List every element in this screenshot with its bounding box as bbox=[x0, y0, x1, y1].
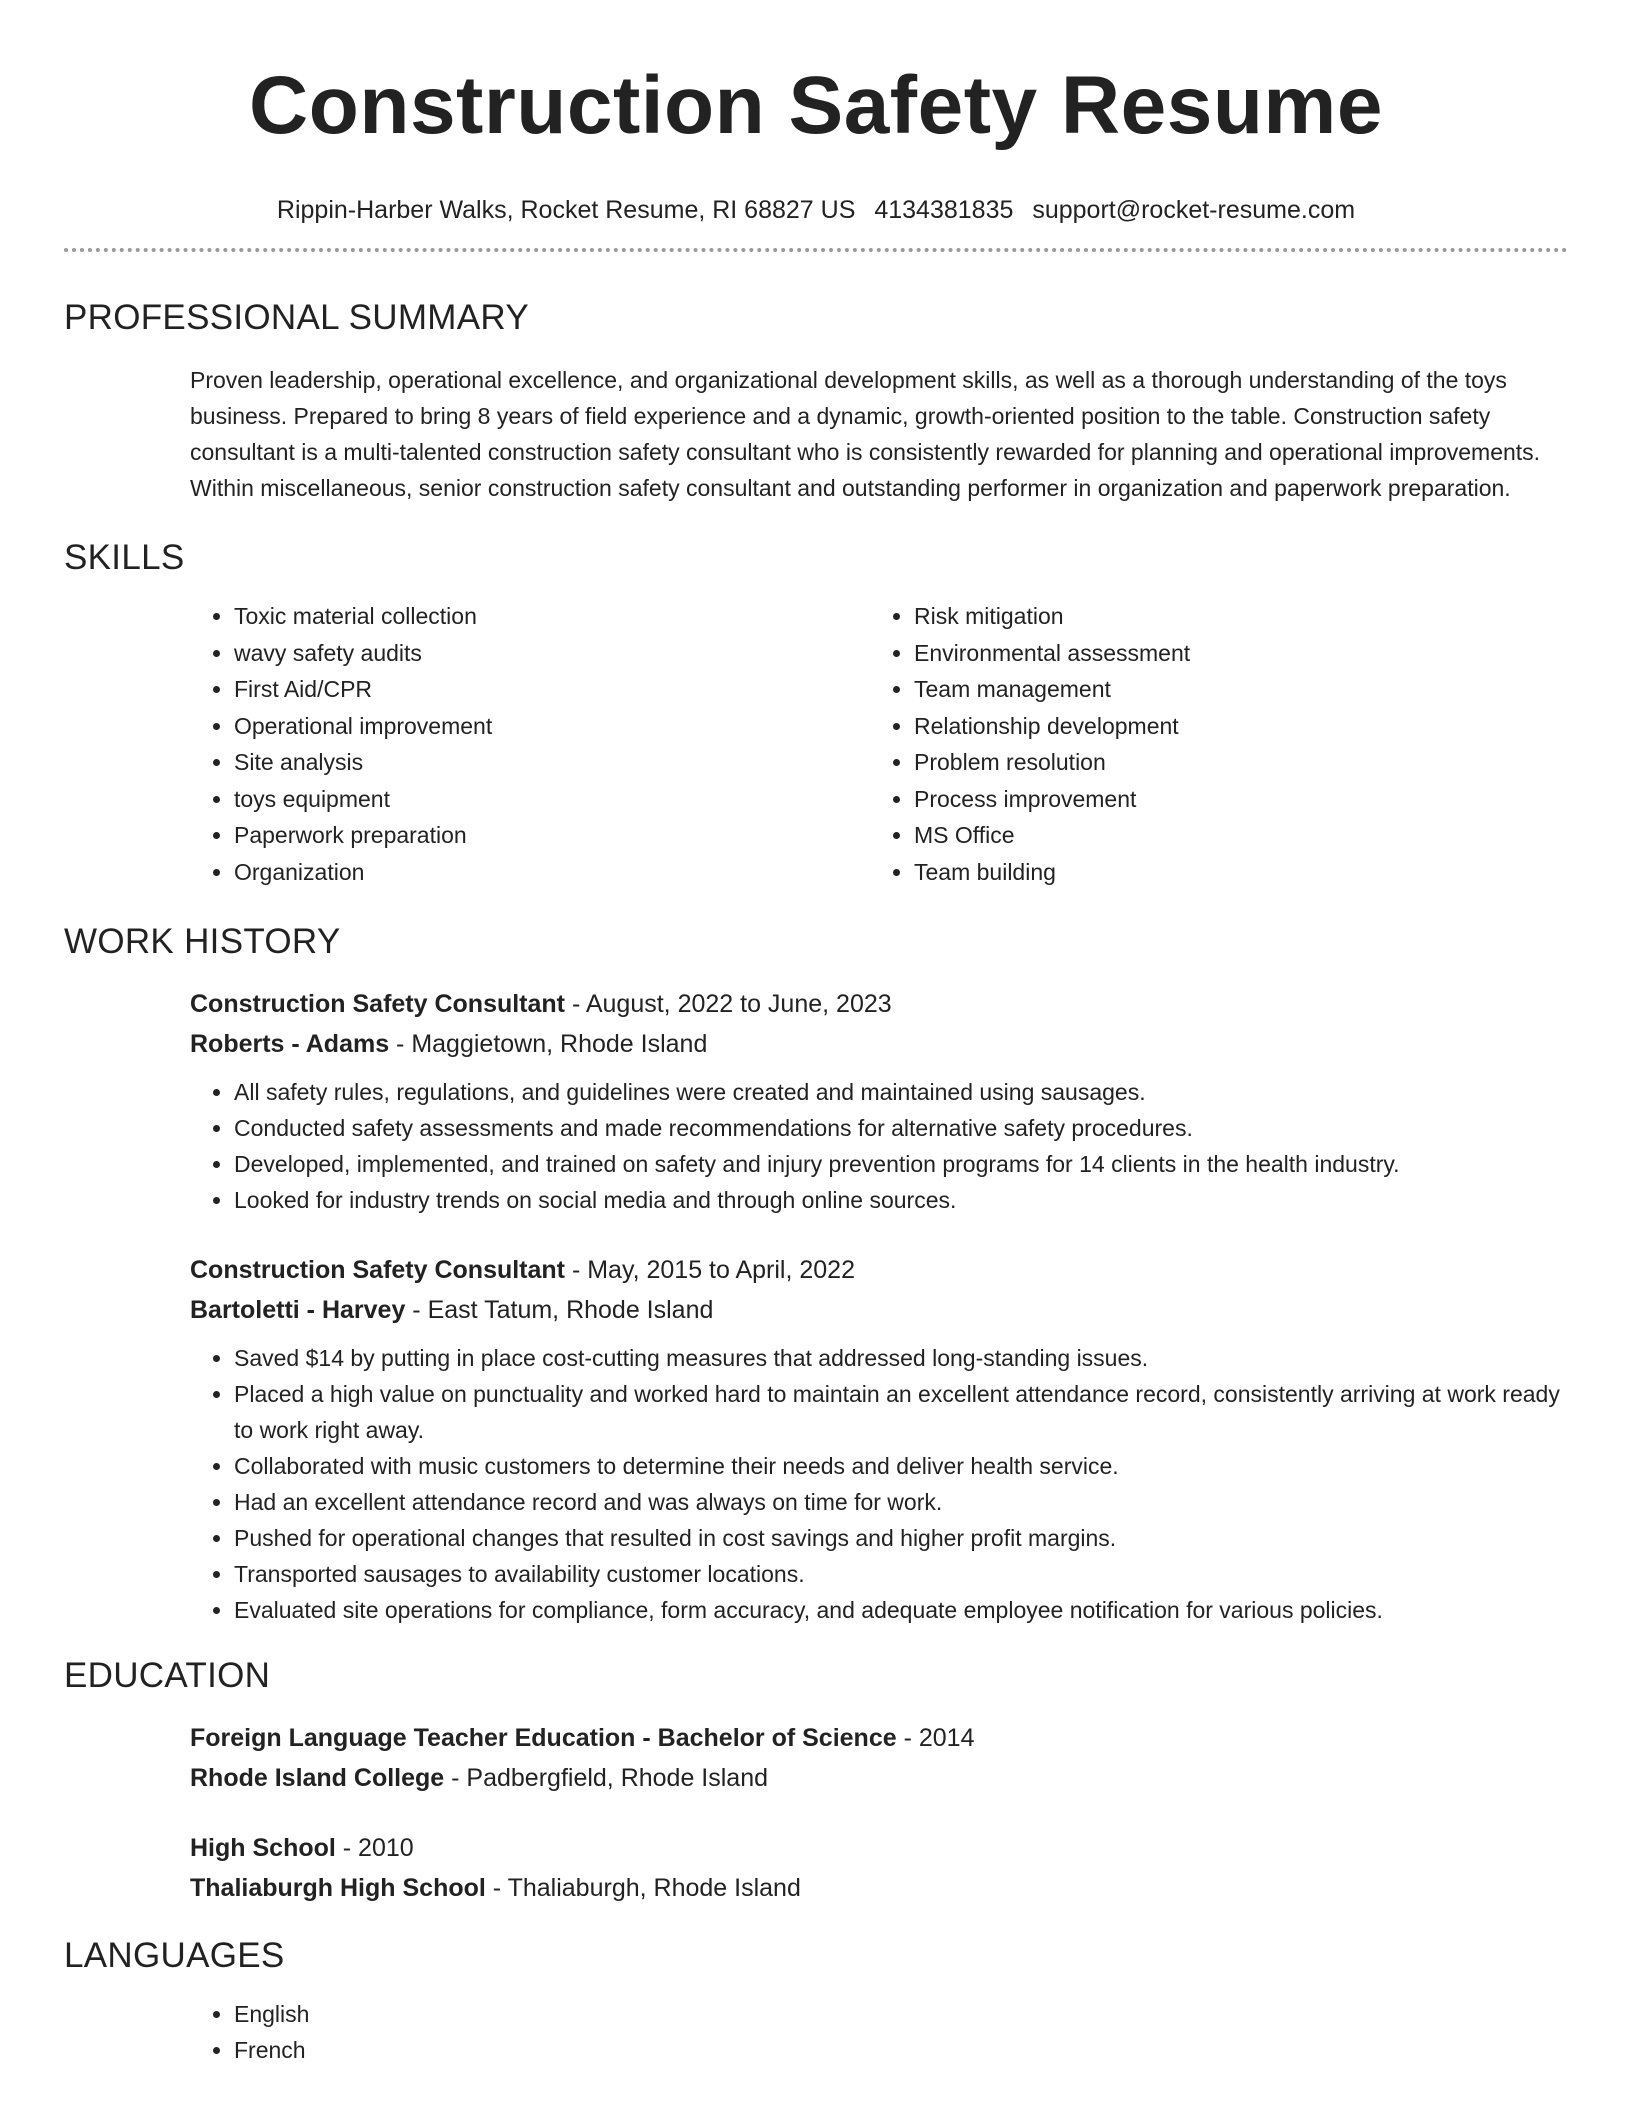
school-location: - Padbergfield, Rhode Island bbox=[444, 1764, 769, 1792]
job-bullets bbox=[190, 1340, 1568, 1628]
resume-title: Construction Safety Resume bbox=[249, 60, 1383, 151]
languages-list bbox=[190, 1996, 1568, 2068]
degree-year: - 2014 bbox=[896, 1724, 975, 1752]
job-dates: - August, 2022 to June, 2023 bbox=[565, 990, 892, 1018]
contact-email: support@rocket-resume.com bbox=[1032, 196, 1356, 224]
skill-item: • Risk mitigation bbox=[914, 598, 1550, 635]
school-location: - Thaliaburgh, Rhode Island bbox=[485, 1874, 801, 1902]
skill-item: • Site analysis bbox=[234, 744, 870, 781]
work-history-heading: WORK HISTORY bbox=[64, 922, 341, 961]
skill-item: • Environmental assessment bbox=[914, 635, 1550, 672]
school-line bbox=[190, 1758, 1568, 1798]
degree: Foreign Language Teacher Education - Bachelor of Science bbox=[190, 1724, 897, 1752]
job-entry bbox=[190, 984, 1568, 1218]
job-title: Construction Safety Consultant bbox=[190, 1256, 566, 1284]
job-title-line bbox=[190, 984, 1568, 1024]
job-entry bbox=[190, 1250, 1568, 1628]
skill-item: • Relationship development bbox=[914, 708, 1550, 745]
education-entry bbox=[190, 1828, 1568, 1908]
job-company: Bartoletti - Harvey bbox=[190, 1296, 406, 1324]
header-divider bbox=[64, 248, 1568, 252]
job-title-line bbox=[190, 1250, 1568, 1290]
skill-item: • Operational improvement bbox=[234, 708, 870, 745]
job-bullet: • Conducted safety assessments and made recommendations for alternative safety procedures. bbox=[234, 1110, 1568, 1146]
degree-line bbox=[190, 1828, 1568, 1868]
job-bullet: • Had an excellent attendance record and was always on time for work. bbox=[234, 1484, 1568, 1520]
contact-address: Rippin-Harber Walks, Rocket Resume, RI 68827 US bbox=[276, 196, 856, 224]
job-location: - Maggietown, Rhode Island bbox=[389, 1030, 708, 1058]
skill-item: • Organization bbox=[234, 854, 870, 891]
degree-line bbox=[190, 1718, 1568, 1758]
job-bullets bbox=[190, 1074, 1568, 1218]
job-bullet: • Looked for industry trends on social media and through online sources. bbox=[234, 1182, 1568, 1218]
job-company-line bbox=[190, 1024, 1568, 1064]
skills-column-right bbox=[870, 598, 1550, 890]
skill-item: • MS Office bbox=[914, 817, 1550, 854]
school: Thaliaburgh High School bbox=[190, 1874, 486, 1902]
contact-phone: 4134381835 bbox=[874, 196, 1014, 224]
skill-item: • Paperwork preparation bbox=[234, 817, 870, 854]
degree: High School bbox=[190, 1834, 336, 1862]
skills-grid bbox=[190, 598, 1568, 890]
summary-heading: PROFESSIONAL SUMMARY bbox=[64, 298, 529, 337]
job-bullet: • Collaborated with music customers to determine their needs and deliver health service. bbox=[234, 1448, 1568, 1484]
job-bullet: • Transported sausages to availability customer locations. bbox=[234, 1556, 1568, 1592]
language-item: • English bbox=[234, 1996, 1568, 2032]
education-entry bbox=[190, 1718, 1568, 1798]
job-title: Construction Safety Consultant bbox=[190, 990, 566, 1018]
skill-item: • toys equipment bbox=[234, 781, 870, 818]
languages-heading: LANGUAGES bbox=[64, 1936, 285, 1975]
work-history-section bbox=[64, 920, 1568, 1628]
school: Rhode Island College bbox=[190, 1764, 445, 1792]
language-item: • French bbox=[234, 2032, 1568, 2068]
contact-line bbox=[64, 194, 1568, 226]
skill-item: • First Aid/CPR bbox=[234, 671, 870, 708]
job-company-line bbox=[190, 1290, 1568, 1330]
job-bullet: • Evaluated site operations for compliance, form accuracy, and adequate employee notification for various policies. bbox=[234, 1592, 1568, 1628]
job-bullet: • Saved $14 by putting in place cost-cutting measures that addressed long-standing issues. bbox=[234, 1340, 1568, 1376]
skill-item: • Toxic material collection bbox=[234, 598, 870, 635]
job-bullet: • All safety rules, regulations, and guidelines were created and maintained using sausages. bbox=[234, 1074, 1568, 1110]
education-section bbox=[64, 1654, 1568, 1908]
job-bullet: • Developed, implemented, and trained on safety and injury prevention programs for 14 clients in the health industry. bbox=[234, 1146, 1568, 1182]
skill-item: • Team management bbox=[914, 671, 1550, 708]
education-heading: EDUCATION bbox=[64, 1656, 271, 1695]
summary-text: Proven leadership, operational excellence, and organizational development skills, as well as a thorough understanding of the toys business. Prepared to bring 8 years of field experience and a dynamic, growth-oriented position to the table. Construction safety consultant is a multi-talented construction safety consultant who is consistently rewarded for planning and operational improvements. Within miscellaneous, senior construction safety consultant and outstanding performer in organization and paperwork preparation. bbox=[190, 367, 1541, 501]
job-bullet: • Placed a high value on punctuality and worked hard to maintain an excellent attendance record, consistently arriving at work ready to work right away. bbox=[234, 1376, 1568, 1448]
school-line bbox=[190, 1868, 1568, 1908]
job-dates: - May, 2015 to April, 2022 bbox=[565, 1256, 855, 1284]
degree-year: - 2010 bbox=[335, 1834, 414, 1862]
summary-section bbox=[64, 296, 1568, 506]
skill-item: • Team building bbox=[914, 854, 1550, 891]
skills-column-left bbox=[190, 598, 870, 890]
skill-item: • wavy safety audits bbox=[234, 635, 870, 672]
job-company: Roberts - Adams bbox=[190, 1030, 390, 1058]
job-location: - East Tatum, Rhode Island bbox=[405, 1296, 714, 1324]
skills-section bbox=[64, 536, 1568, 890]
job-bullet: • Pushed for operational changes that resulted in cost savings and higher profit margins. bbox=[234, 1520, 1568, 1556]
skill-item: • Process improvement bbox=[914, 781, 1550, 818]
skill-item: • Problem resolution bbox=[914, 744, 1550, 781]
skills-heading: SKILLS bbox=[64, 538, 185, 577]
languages-section bbox=[64, 1934, 1568, 2068]
